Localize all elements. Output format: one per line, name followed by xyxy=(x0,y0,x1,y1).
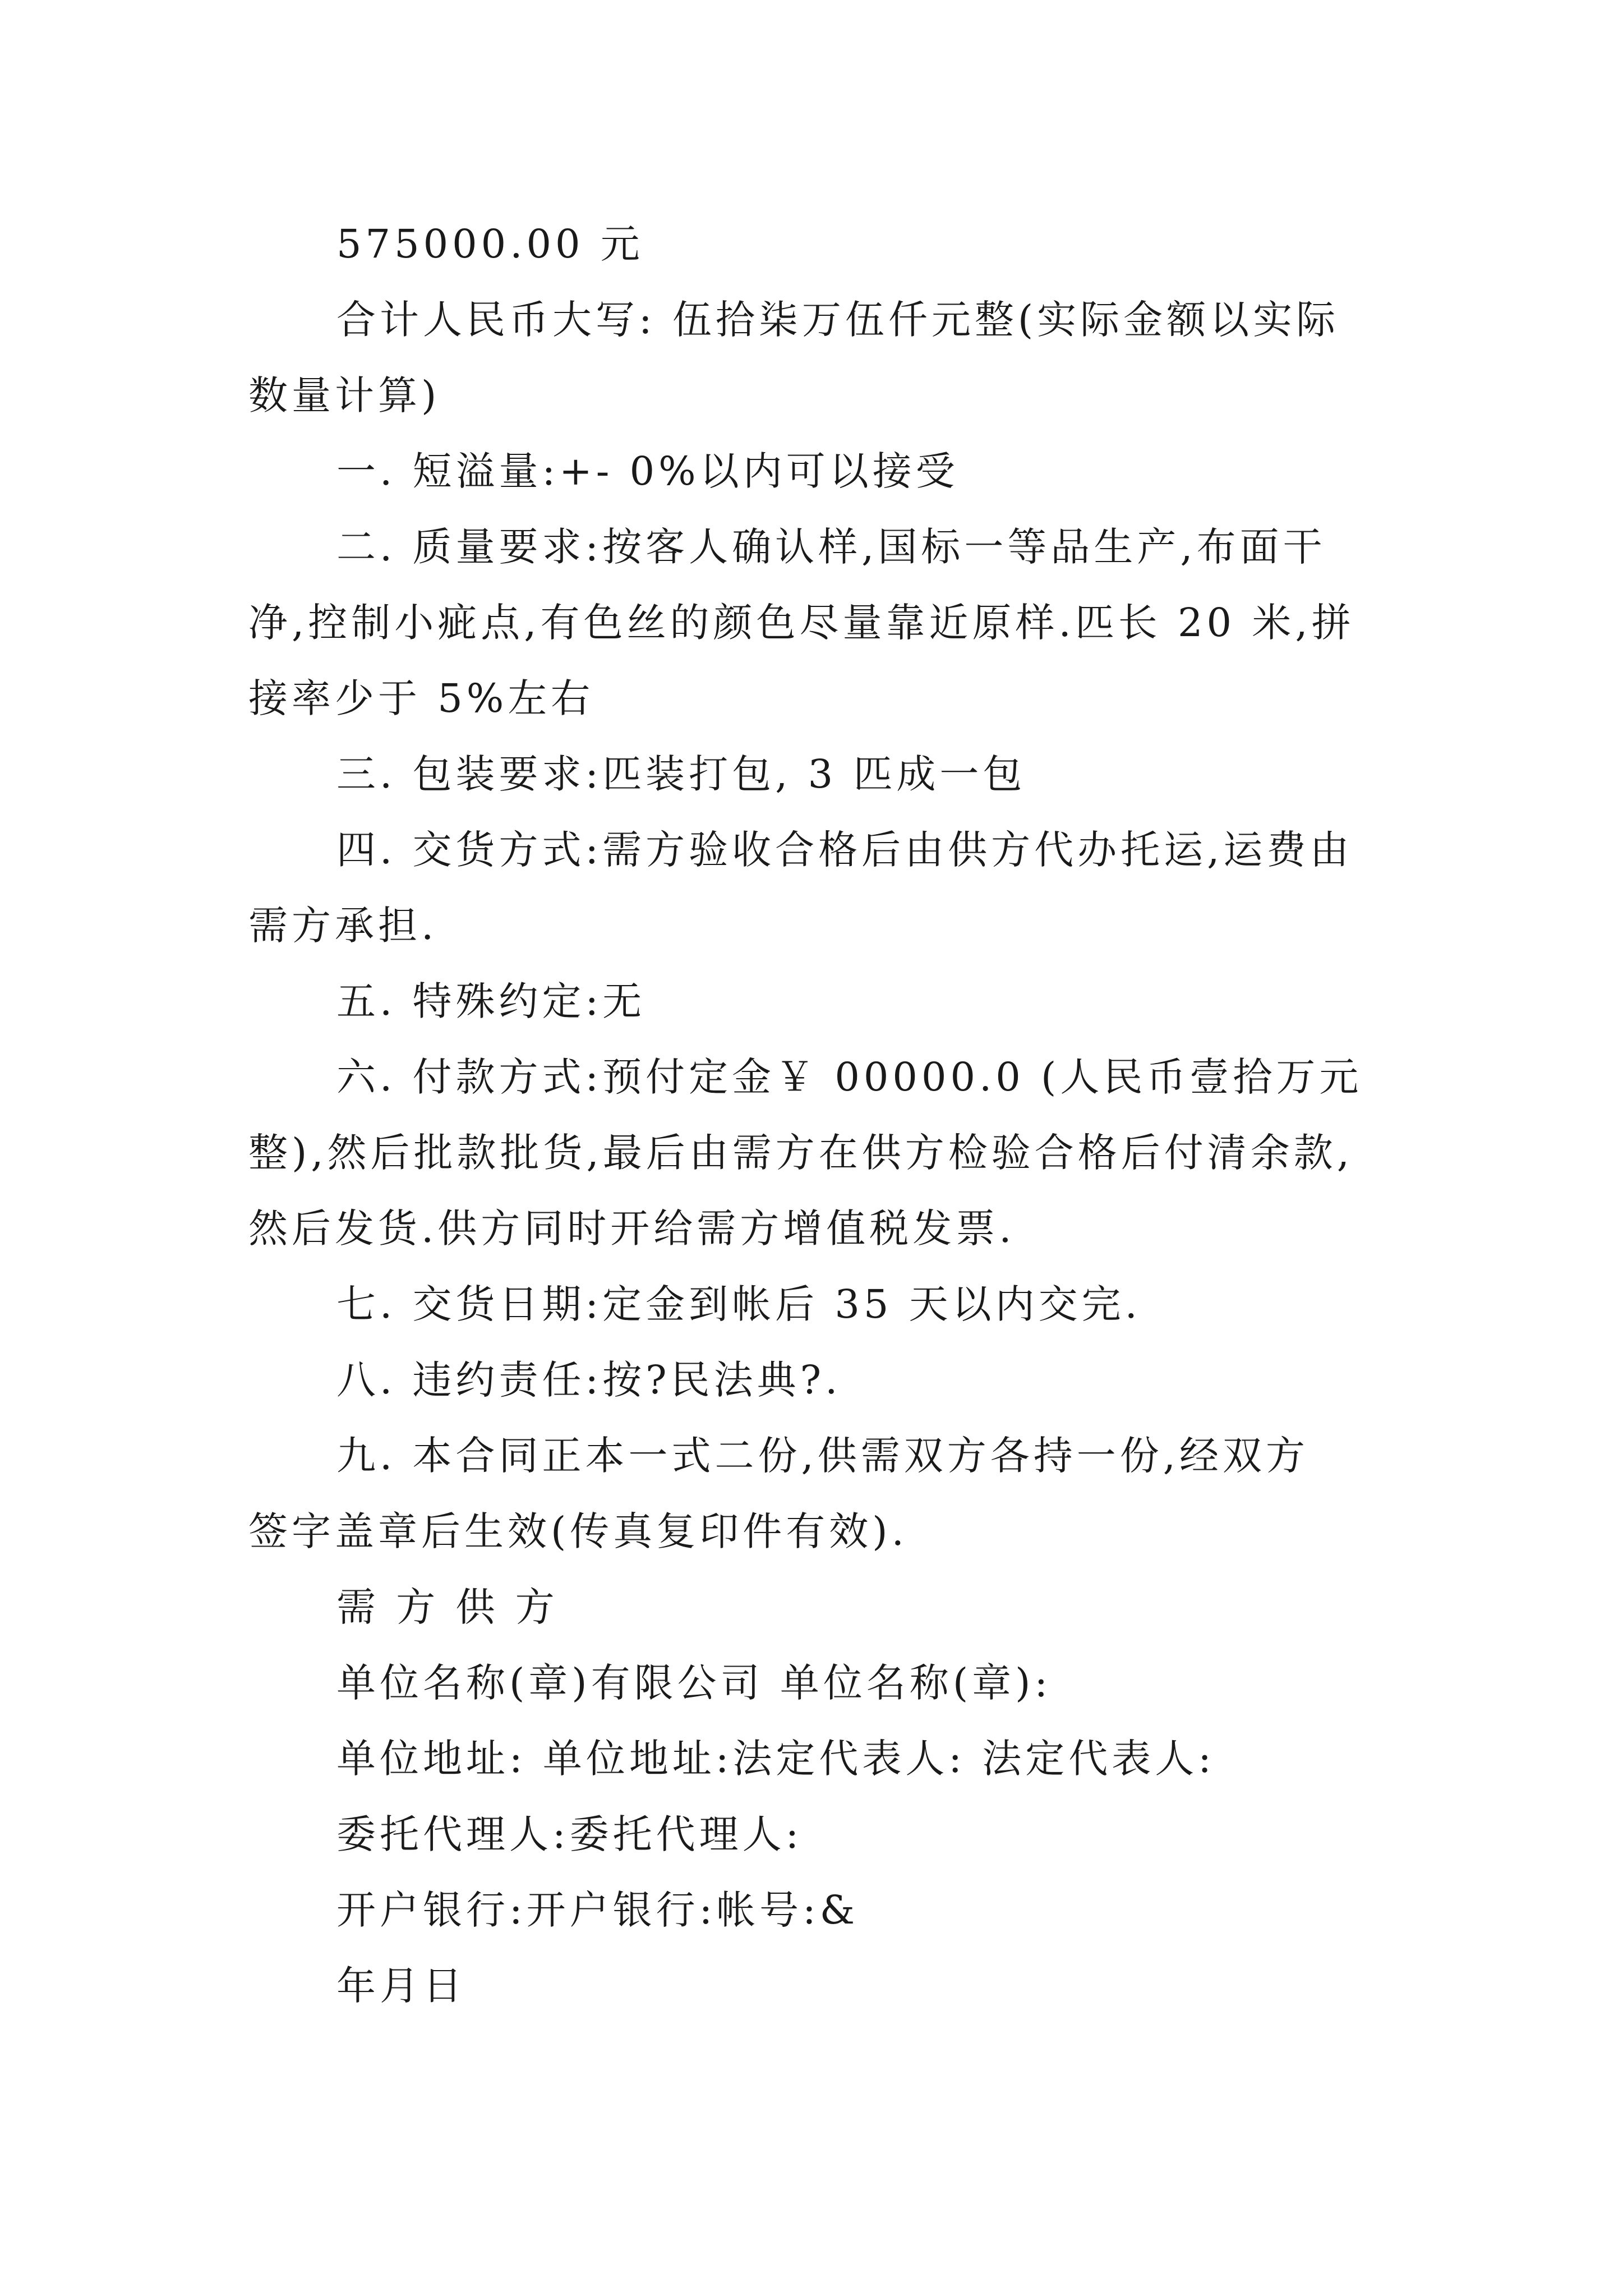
agent-line: 委托代理人:委托代理人: xyxy=(336,1811,803,1857)
clause-1-tolerance: 一. 短溢量:+- 0%以内可以接受 xyxy=(336,448,959,494)
amount-line: 575000.00 元 xyxy=(336,221,644,267)
clause-2-quality: 二. 质量要求:按客人确认样,国标一等品生产,布面干 xyxy=(336,524,1326,570)
clause-6-payment: 六. 付款方式:预付定金￥ 00000.0 (人民币壹拾万元 xyxy=(336,1054,1363,1100)
bank-account-line: 开户银行:开户银行:帐号:& xyxy=(336,1887,859,1933)
clause-6-payment-cont-2: 然后发货.供方同时开给需方增值税发票. xyxy=(248,1205,1016,1251)
company-name-line: 单位名称(章)有限公司 单位名称(章): xyxy=(336,1660,1052,1706)
address-representative-line: 单位地址: 单位地址:法定代表人: 法定代表人: xyxy=(336,1736,1215,1782)
clause-3-packing: 三. 包装要求:匹装打包, 3 匹成一包 xyxy=(336,751,1026,797)
total-capital-line-cont: 数量计算) xyxy=(248,372,441,418)
clause-2-quality-cont-2: 接率少于 5%左右 xyxy=(248,675,594,721)
parties-header: 需 方 供 方 xyxy=(336,1584,559,1630)
clause-4-delivery-cont: 需方承担. xyxy=(248,903,438,949)
clause-4-delivery-method: 四. 交货方式:需方验收合格后由供方代办托运,运费由 xyxy=(336,827,1353,873)
clause-9-copies-cont: 签字盖章后生效(传真复印件有效). xyxy=(248,1508,908,1554)
clause-7-delivery-date: 七. 交货日期:定金到帐后 35 天以内交完. xyxy=(336,1281,1141,1327)
clause-2-quality-cont-1: 净,控制小疵点,有色丝的颜色尽量靠近原样.匹长 20 米,拼 xyxy=(248,600,1355,646)
clause-6-payment-cont-1: 整),然后批款批货,最后由需方在供方检验合格后付清余款, xyxy=(248,1130,1354,1176)
date-line: 年月日 xyxy=(336,1963,466,2009)
total-capital-line: 合计人民币大写: 伍拾柒万伍仟元整(实际金额以实际 xyxy=(336,297,1340,343)
clause-5-special: 五. 特殊约定:无 xyxy=(336,978,646,1024)
clause-9-copies: 九. 本合同正本一式二份,供需双方各持一份,经双方 xyxy=(336,1433,1310,1479)
clause-8-liability: 八. 违约责任:按?民法典?. xyxy=(336,1357,842,1403)
